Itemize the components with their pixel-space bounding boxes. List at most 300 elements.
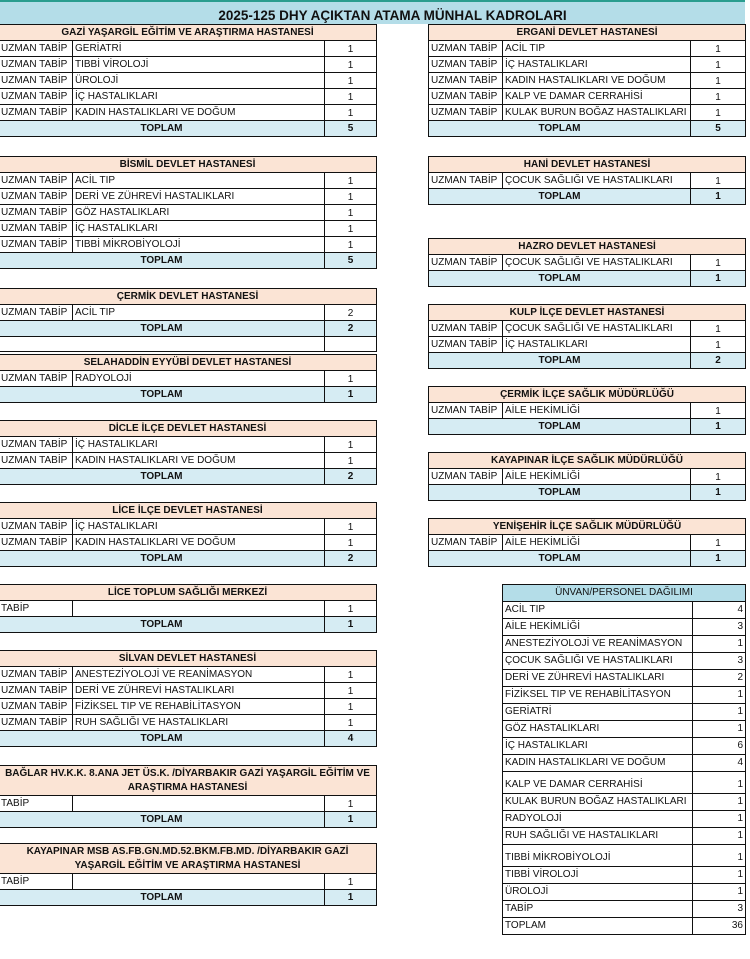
summary-row [503, 687, 746, 704]
position-cell: UZMAN TABİP [0, 371, 73, 387]
summary-row [503, 828, 746, 845]
total-label: TOPLAM [429, 189, 691, 205]
specialty-cell: ACİL TIP [503, 41, 691, 57]
total-row [429, 189, 746, 205]
summary-label: RUH SAĞLIĞI VE HASTALIKLARI [503, 828, 693, 845]
summary-label: FİZİKSEL TIP VE REHABİLİTASYON [503, 687, 693, 704]
hospital-header-row [0, 585, 377, 601]
total-label: TOPLAM [0, 551, 325, 567]
hospital-name: SELAHADDİN EYYÜBİ DEVLET HASTANESİ [0, 355, 377, 371]
total-label: TOPLAM [429, 121, 691, 137]
summary-label: GERİATRİ [503, 704, 693, 721]
summary-row [503, 653, 746, 670]
summary-value: 3 [693, 619, 746, 636]
specialty-cell: TIBBİ VİROLOJİ [73, 57, 325, 73]
specialty-cell: AİLE HEKİMLİĞİ [503, 535, 691, 551]
position-cell: UZMAN TABİP [429, 173, 503, 189]
hospital-table [0, 584, 377, 633]
specialty-cell: KALP VE DAMAR CERRAHİSİ [503, 89, 691, 105]
table-row [429, 73, 746, 89]
hospital-table [428, 24, 746, 137]
total-value: 5 [325, 253, 377, 269]
summary-label: AİLE HEKİMLİĞİ [503, 619, 693, 636]
total-value: 1 [325, 617, 377, 633]
position-cell: UZMAN TABİP [0, 189, 73, 205]
total-row [0, 321, 377, 337]
total-value: 1 [325, 890, 377, 906]
hospital-name: HAZRO DEVLET HASTANESİ [429, 239, 746, 255]
summary-row [503, 636, 746, 653]
total-label: TOPLAM [0, 731, 325, 747]
hospital-table [428, 238, 746, 287]
hospital-table [0, 765, 377, 828]
count-cell: 1 [325, 699, 377, 715]
summary-value: 1 [693, 704, 746, 721]
total-label: TOPLAM [0, 890, 325, 906]
hospital-table [0, 288, 377, 352]
hospital-name: BİSMİL DEVLET HASTANESİ [0, 157, 377, 173]
total-row [429, 551, 746, 567]
count-cell: 1 [325, 205, 377, 221]
total-row [0, 812, 377, 828]
hospital-table [428, 452, 746, 501]
hospital-name: SİLVAN DEVLET HASTANESİ [0, 651, 377, 667]
total-value: 2 [325, 321, 377, 337]
summary-label: TIBBİ VİROLOJİ [503, 867, 693, 884]
total-row [0, 469, 377, 485]
hospital-header-row [0, 651, 377, 667]
total-label: TOPLAM [429, 271, 691, 287]
position-cell: UZMAN TABİP [0, 237, 73, 253]
summary-value: 6 [693, 738, 746, 755]
summary-row [503, 602, 746, 619]
table-row [429, 321, 746, 337]
summary-value: 4 [693, 602, 746, 619]
summary-row [503, 918, 746, 935]
specialty-cell [73, 796, 325, 812]
summary-label: ÇOCUK SAĞLIĞI VE HASTALIKLARI [503, 653, 693, 670]
count-cell: 1 [325, 105, 377, 121]
count-cell: 1 [325, 535, 377, 551]
table-row [429, 57, 746, 73]
position-cell: UZMAN TABİP [429, 57, 503, 73]
total-label: TOPLAM [0, 253, 325, 269]
hospital-table [0, 420, 377, 485]
count-cell: 1 [325, 41, 377, 57]
summary-value: 1 [693, 772, 746, 794]
specialty-cell: DERİ VE ZÜHREVİ HASTALIKLARI [73, 189, 325, 205]
specialty-cell: DERİ VE ZÜHREVİ HASTALIKLARI [73, 683, 325, 699]
specialty-cell: İÇ HASTALIKLARI [503, 57, 691, 73]
summary-row [503, 811, 746, 828]
position-cell: UZMAN TABİP [0, 437, 73, 453]
count-cell: 1 [691, 105, 746, 121]
count-cell: 1 [691, 255, 746, 271]
summary-value: 2 [693, 670, 746, 687]
position-cell: UZMAN TABİP [0, 699, 73, 715]
table-row [0, 715, 377, 731]
hospital-header-row [429, 157, 746, 173]
position-cell: UZMAN TABİP [429, 321, 503, 337]
summary-label: ÜROLOJİ [503, 884, 693, 901]
count-cell: 1 [325, 453, 377, 469]
specialty-cell: ÜROLOJİ [73, 73, 325, 89]
count-cell: 1 [325, 874, 377, 890]
summary-value: 1 [693, 636, 746, 653]
summary-value: 36 [693, 918, 746, 935]
specialty-cell: FİZİKSEL TIP VE REHABİLİTASYON [73, 699, 325, 715]
table-row [429, 403, 746, 419]
summary-row [503, 772, 746, 794]
count-cell: 1 [691, 403, 746, 419]
position-cell: TABİP [0, 601, 73, 617]
total-row [429, 485, 746, 501]
total-value: 1 [691, 189, 746, 205]
summary-value: 1 [693, 721, 746, 738]
summary-title: ÜNVAN/PERSONEL DAĞILIMI [503, 585, 746, 602]
count-cell: 1 [325, 57, 377, 73]
specialty-cell: TIBBİ MİKROBİYOLOJİ [73, 237, 325, 253]
count-cell: 1 [325, 73, 377, 89]
count-cell: 1 [325, 221, 377, 237]
hospital-table [0, 156, 377, 269]
hospital-name: KULP İLÇE DEVLET HASTANESİ [429, 305, 746, 321]
table-row [0, 237, 377, 253]
total-row [0, 731, 377, 747]
position-cell: UZMAN TABİP [429, 255, 503, 271]
table-row [0, 305, 377, 321]
total-value: 1 [325, 812, 377, 828]
specialty-cell: RADYOLOJİ [73, 371, 325, 387]
position-cell: UZMAN TABİP [429, 403, 503, 419]
summary-row [503, 884, 746, 901]
count-cell: 1 [691, 41, 746, 57]
total-label: TOPLAM [0, 469, 325, 485]
specialty-cell: KULAK BURUN BOĞAZ HASTALIKLARI [503, 105, 691, 121]
blank-row [0, 337, 377, 352]
specialty-cell: AİLE HEKİMLİĞİ [503, 469, 691, 485]
hospital-name: BAĞLAR HV.K.K. 8.ANA JET ÜS.K. /DİYARBAKIR GAZİ YAŞARGİL EĞİTİM VE ARAŞTIRMA HASTANESİ [0, 766, 377, 796]
table-row [0, 205, 377, 221]
hospital-name: ÇERMİK DEVLET HASTANESİ [0, 289, 377, 305]
summary-row [503, 704, 746, 721]
hospital-header-row [0, 766, 377, 796]
specialty-cell: KADIN HASTALIKLARI VE DOĞUM [73, 453, 325, 469]
count-cell: 1 [325, 237, 377, 253]
summary-row [503, 794, 746, 811]
position-cell: UZMAN TABİP [0, 89, 73, 105]
hospital-table [0, 843, 377, 906]
hospital-table [0, 24, 377, 137]
hospital-header-row [429, 25, 746, 41]
specialty-cell: KADIN HASTALIKLARI VE DOĞUM [73, 105, 325, 121]
position-cell: UZMAN TABİP [429, 89, 503, 105]
hospital-name: LİCE İLÇE DEVLET HASTANESİ [0, 503, 377, 519]
summary-label: TIBBİ MİKROBİYOLOJİ [503, 845, 693, 867]
summary-value: 1 [693, 845, 746, 867]
summary-value: 1 [693, 794, 746, 811]
total-value: 4 [325, 731, 377, 747]
position-cell: UZMAN TABİP [0, 519, 73, 535]
count-cell: 1 [325, 796, 377, 812]
count-cell: 1 [325, 601, 377, 617]
position-cell: UZMAN TABİP [0, 683, 73, 699]
total-label: TOPLAM [429, 353, 691, 369]
hospital-header-row [0, 157, 377, 173]
hospital-table [0, 502, 377, 567]
table-row [429, 535, 746, 551]
summary-value: 1 [693, 811, 746, 828]
position-cell: UZMAN TABİP [0, 453, 73, 469]
total-value: 5 [325, 121, 377, 137]
total-row [0, 890, 377, 906]
summary-value: 1 [693, 687, 746, 704]
position-cell: UZMAN TABİP [429, 105, 503, 121]
specialty-cell: GERİATRİ [73, 41, 325, 57]
table-row [0, 601, 377, 617]
summary-value: 1 [693, 884, 746, 901]
table-row [0, 437, 377, 453]
count-cell: 1 [325, 189, 377, 205]
hospital-table [428, 386, 746, 435]
specialty-cell: ÇOCUK SAĞLIĞI VE HASTALIKLARI [503, 321, 691, 337]
table-row [429, 255, 746, 271]
count-cell: 1 [325, 667, 377, 683]
hospital-header-row [0, 503, 377, 519]
position-cell: UZMAN TABİP [429, 41, 503, 57]
hospital-header-row [0, 289, 377, 305]
position-cell: UZMAN TABİP [0, 73, 73, 89]
count-cell: 1 [691, 535, 746, 551]
position-cell: UZMAN TABİP [0, 667, 73, 683]
specialty-cell: ACİL TIP [73, 173, 325, 189]
table-row [429, 337, 746, 353]
summary-header-row [503, 585, 746, 602]
table-row [429, 173, 746, 189]
count-cell: 1 [325, 683, 377, 699]
position-cell: UZMAN TABİP [0, 57, 73, 73]
hospital-name: ÇERMİK İLÇE SAĞLIK MÜDÜRLÜĞÜ [429, 387, 746, 403]
specialty-cell: KADIN HASTALIKLARI VE DOĞUM [503, 73, 691, 89]
summary-label: KULAK BURUN BOĞAZ HASTALIKLARI [503, 794, 693, 811]
summary-row [503, 721, 746, 738]
table-row [0, 535, 377, 551]
summary-row [503, 670, 746, 687]
hospital-name: HANİ DEVLET HASTANESİ [429, 157, 746, 173]
specialty-cell [73, 601, 325, 617]
position-cell: UZMAN TABİP [429, 469, 503, 485]
table-row [0, 89, 377, 105]
total-label: TOPLAM [0, 121, 325, 137]
table-row [0, 73, 377, 89]
specialty-cell: ÇOCUK SAĞLIĞI VE HASTALIKLARI [503, 173, 691, 189]
summary-label: RADYOLOJİ [503, 811, 693, 828]
table-row [0, 371, 377, 387]
specialty-cell: İÇ HASTALIKLARI [73, 89, 325, 105]
position-cell: UZMAN TABİP [0, 105, 73, 121]
total-row [0, 253, 377, 269]
specialty-cell: ACİL TIP [73, 305, 325, 321]
total-label: TOPLAM [0, 321, 325, 337]
summary-value: 4 [693, 755, 746, 772]
hospital-header-row [429, 305, 746, 321]
table-row [0, 796, 377, 812]
position-cell: UZMAN TABİP [0, 535, 73, 551]
total-label: TOPLAM [0, 812, 325, 828]
table-row [0, 699, 377, 715]
hospital-table [0, 354, 377, 403]
total-value: 1 [691, 271, 746, 287]
specialty-cell: İÇ HASTALIKLARI [503, 337, 691, 353]
specialty-cell [73, 874, 325, 890]
specialty-cell: İÇ HASTALIKLARI [73, 519, 325, 535]
count-cell: 2 [325, 305, 377, 321]
summary-label: ACİL TIP [503, 602, 693, 619]
table-row [0, 41, 377, 57]
summary-label: ANESTEZİYOLOJİ VE REANİMASYON [503, 636, 693, 653]
hospital-table [428, 156, 746, 205]
summary-label: KALP VE DAMAR CERRAHİSİ [503, 772, 693, 794]
table-row [0, 667, 377, 683]
table-row [429, 105, 746, 121]
summary-table [502, 584, 746, 935]
summary-row [503, 755, 746, 772]
summary-value: 1 [693, 867, 746, 884]
specialty-cell: AİLE HEKİMLİĞİ [503, 403, 691, 419]
summary-row [503, 619, 746, 636]
total-value: 1 [691, 551, 746, 567]
total-label: TOPLAM [0, 387, 325, 403]
specialty-cell: İÇ HASTALIKLARI [73, 221, 325, 237]
hospital-name: YENİŞEHİR İLÇE SAĞLIK MÜDÜRLÜĞÜ [429, 519, 746, 535]
summary-row [503, 738, 746, 755]
hospital-header-row [0, 25, 377, 41]
specialty-cell: GÖZ HASTALIKLARI [73, 205, 325, 221]
hospital-header-row [0, 844, 377, 874]
position-cell: TABİP [0, 796, 73, 812]
count-cell: 1 [325, 715, 377, 731]
hospital-header-row [429, 519, 746, 535]
specialty-cell: RUH SAĞLIĞI VE HASTALIKLARI [73, 715, 325, 731]
specialty-cell: ANESTEZİYOLOJİ VE REANİMASYON [73, 667, 325, 683]
hospital-name: LİCE TOPLUM SAĞLIĞI MERKEZİ [0, 585, 377, 601]
blank-cell [325, 337, 377, 352]
summary-label: KADIN HASTALIKLARI VE DOĞUM [503, 755, 693, 772]
count-cell: 1 [691, 57, 746, 73]
total-label: TOPLAM [429, 551, 691, 567]
summary-label: TABİP [503, 901, 693, 918]
hospital-table [428, 518, 746, 567]
summary-label: İÇ HASTALIKLARI [503, 738, 693, 755]
count-cell: 1 [325, 89, 377, 105]
total-row [429, 353, 746, 369]
total-label: TOPLAM [0, 617, 325, 633]
total-row [0, 387, 377, 403]
total-value: 1 [325, 387, 377, 403]
table-row [429, 469, 746, 485]
total-value: 2 [691, 353, 746, 369]
hospital-header-row [0, 355, 377, 371]
specialty-cell: İÇ HASTALIKLARI [73, 437, 325, 453]
count-cell: 1 [691, 89, 746, 105]
count-cell: 1 [691, 73, 746, 89]
hospital-name: ERGANİ DEVLET HASTANESİ [429, 25, 746, 41]
position-cell: UZMAN TABİP [0, 205, 73, 221]
hospital-name: KAYAPINAR İLÇE SAĞLIK MÜDÜRLÜĞÜ [429, 453, 746, 469]
position-cell: UZMAN TABİP [0, 41, 73, 57]
position-cell: UZMAN TABİP [0, 305, 73, 321]
blank-cell [0, 337, 325, 352]
summary-row [503, 845, 746, 867]
position-cell: UZMAN TABİP [429, 337, 503, 353]
total-row [0, 121, 377, 137]
total-row [0, 617, 377, 633]
summary-row [503, 867, 746, 884]
hospital-name: GAZİ YAŞARGİL EĞİTİM VE ARAŞTIRMA HASTANESİ [0, 25, 377, 41]
table-row [0, 221, 377, 237]
position-cell: TABİP [0, 874, 73, 890]
count-cell: 1 [691, 337, 746, 353]
position-cell: UZMAN TABİP [0, 715, 73, 731]
summary-label: DERİ VE ZÜHREVİ HASTALIKLARI [503, 670, 693, 687]
total-row [429, 419, 746, 435]
summary-value: 1 [693, 828, 746, 845]
hospital-header-row [429, 453, 746, 469]
summary-value: 3 [693, 653, 746, 670]
count-cell: 1 [325, 371, 377, 387]
table-row [0, 105, 377, 121]
count-cell: 1 [325, 519, 377, 535]
summary-label: GÖZ HASTALIKLARI [503, 721, 693, 738]
total-row [429, 121, 746, 137]
position-cell: UZMAN TABİP [429, 535, 503, 551]
table-row [0, 519, 377, 535]
position-cell: UZMAN TABİP [429, 73, 503, 89]
total-row [0, 551, 377, 567]
specialty-cell: ÇOCUK SAĞLIĞI VE HASTALIKLARI [503, 255, 691, 271]
table-row [0, 683, 377, 699]
table-row [429, 89, 746, 105]
hospital-header-row [0, 421, 377, 437]
count-cell: 1 [691, 469, 746, 485]
table-row [0, 173, 377, 189]
specialty-cell: KADIN HASTALIKLARI VE DOĞUM [73, 535, 325, 551]
count-cell: 1 [691, 321, 746, 337]
total-row [429, 271, 746, 287]
hospital-name: KAYAPINAR MSB AS.FB.GN.MD.52.BKM.FB.MD. /DİYARBAKIR GAZİ YAŞARGİL EĞİTİM VE ARAŞTIRMA HASTANESİ [0, 844, 377, 874]
table-row [0, 189, 377, 205]
hospital-header-row [429, 387, 746, 403]
position-cell: UZMAN TABİP [0, 221, 73, 237]
hospital-table [0, 650, 377, 747]
table-row [0, 57, 377, 73]
count-cell: 1 [691, 173, 746, 189]
position-cell: UZMAN TABİP [0, 173, 73, 189]
hospital-name: DİCLE İLÇE DEVLET HASTANESİ [0, 421, 377, 437]
count-cell: 1 [325, 173, 377, 189]
total-value: 2 [325, 551, 377, 567]
hospital-table [428, 304, 746, 369]
summary-row [503, 901, 746, 918]
total-label: TOPLAM [429, 485, 691, 501]
table-row [429, 41, 746, 57]
total-value: 5 [691, 121, 746, 137]
total-value: 1 [691, 419, 746, 435]
total-value: 2 [325, 469, 377, 485]
hospital-header-row [429, 239, 746, 255]
total-value: 1 [691, 485, 746, 501]
total-label: TOPLAM [429, 419, 691, 435]
